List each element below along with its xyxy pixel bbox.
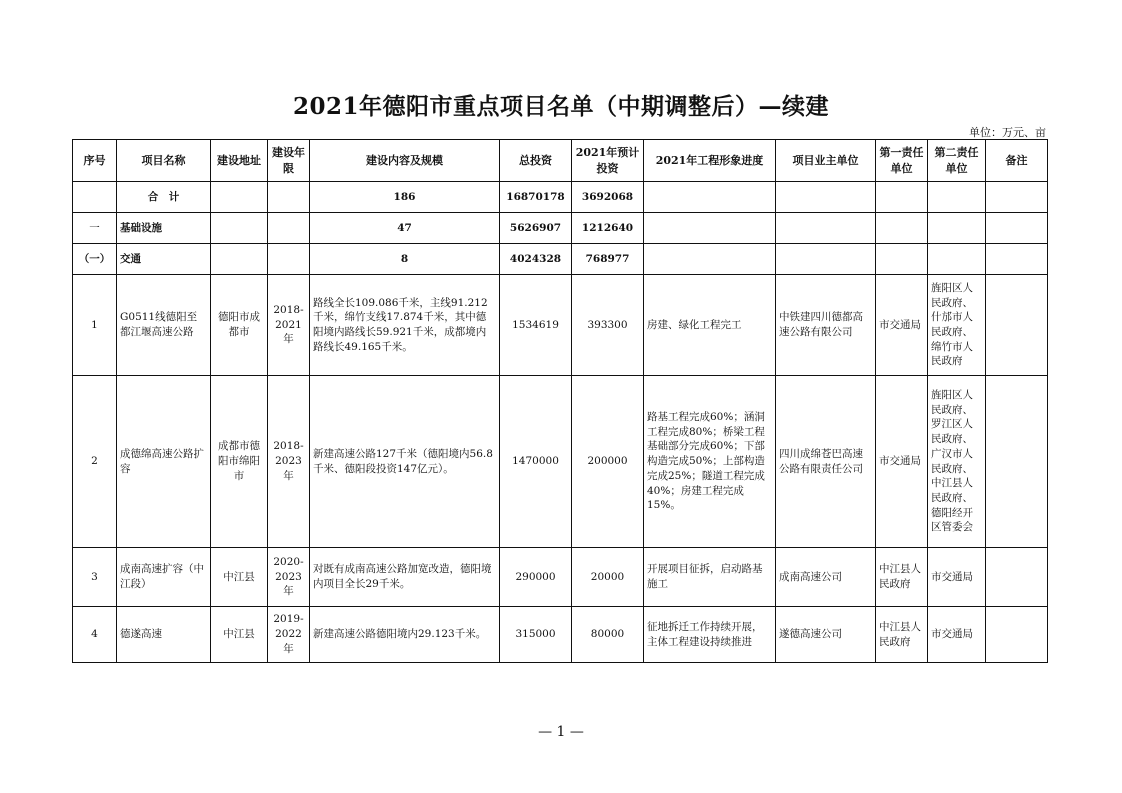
row-total: 315000 [500, 607, 572, 663]
row-location: 成都市德阳市绵阳市 [211, 376, 268, 548]
row-resp2: 市交通局 [928, 607, 986, 663]
table-row [73, 275, 1048, 376]
empty-cell [776, 213, 876, 244]
summary-seq [73, 182, 117, 213]
row-note [986, 607, 1048, 663]
row-content: 对既有成南高速公路加宽改造，德阳境内项目全长29千米。 [310, 548, 500, 607]
empty-cell [211, 182, 268, 213]
row-owner: 成南高速公司 [776, 548, 876, 607]
header-note: 备注 [986, 140, 1048, 182]
empty-cell [876, 213, 928, 244]
empty-cell [644, 244, 776, 275]
row-note [986, 275, 1048, 376]
empty-cell [928, 182, 986, 213]
header-content: 建设内容及规模 [310, 140, 500, 182]
row-resp2: 市交通局 [928, 548, 986, 607]
row-period: 2019-2022年 [268, 607, 310, 663]
header-resp2: 第二责任单位 [928, 140, 986, 182]
row-progress: 征地拆迁工作持续开展，主体工程建设持续推进 [644, 607, 776, 663]
summary-count: 186 [310, 182, 500, 213]
row-name: 成南高速扩容（中江段） [117, 548, 211, 607]
empty-cell [268, 213, 310, 244]
project-table [72, 139, 1048, 663]
row-seq: 3 [73, 548, 117, 607]
row-location: 中江县 [211, 607, 268, 663]
row-progress: 房建、绿化工程完工 [644, 275, 776, 376]
row-plan2021: 200000 [572, 376, 644, 548]
empty-cell [928, 244, 986, 275]
row-progress: 开展项目征拆，启动路基施工 [644, 548, 776, 607]
empty-cell [928, 213, 986, 244]
summary-name: 合 计 [117, 182, 211, 213]
header-progress: 2021年工程形象进度 [644, 140, 776, 182]
row-owner: 中铁建四川德都高速公路有限公司 [776, 275, 876, 376]
summary-total: 5626907 [500, 213, 572, 244]
table-row [73, 376, 1048, 548]
header-total: 总投资 [500, 140, 572, 182]
summary-row-total [73, 182, 1048, 213]
summary-total: 16870178 [500, 182, 572, 213]
header-owner: 项目业主单位 [776, 140, 876, 182]
summary-plan2021: 768977 [572, 244, 644, 275]
row-seq: 1 [73, 275, 117, 376]
row-name: 德遂高速 [117, 607, 211, 663]
row-location: 德阳市成都市 [211, 275, 268, 376]
row-plan2021: 80000 [572, 607, 644, 663]
row-seq: 4 [73, 607, 117, 663]
empty-cell [876, 244, 928, 275]
page-number: — 1 — [538, 724, 584, 740]
table-row [73, 607, 1048, 663]
row-content: 新建高速公路德阳境内29.123千米。 [310, 607, 500, 663]
row-total: 1534619 [500, 275, 572, 376]
row-plan2021: 393300 [572, 275, 644, 376]
empty-cell [268, 244, 310, 275]
empty-cell [986, 213, 1048, 244]
row-owner: 四川成绵苍巴高速公路有限责任公司 [776, 376, 876, 548]
header-seq: 序号 [73, 140, 117, 182]
row-period: 2018-2021年 [268, 275, 310, 376]
summary-plan2021: 3692068 [572, 182, 644, 213]
header-period: 建设年限 [268, 140, 310, 182]
empty-cell [268, 182, 310, 213]
row-note [986, 376, 1048, 548]
row-resp1: 市交通局 [876, 376, 928, 548]
row-period: 2018-2023年 [268, 376, 310, 548]
table-row [73, 548, 1048, 607]
row-resp1: 中江县人民政府 [876, 607, 928, 663]
row-total: 1470000 [500, 376, 572, 548]
empty-cell [211, 213, 268, 244]
summary-seq: （一） [73, 244, 117, 275]
row-plan2021: 20000 [572, 548, 644, 607]
summary-count: 8 [310, 244, 500, 275]
summary-name: 基础设施 [117, 213, 211, 244]
summary-row-transport [73, 244, 1048, 275]
empty-cell [211, 244, 268, 275]
row-period: 2020-2023年 [268, 548, 310, 607]
empty-cell [776, 244, 876, 275]
summary-count: 47 [310, 213, 500, 244]
row-seq: 2 [73, 376, 117, 548]
row-name: G0511线德阳至都江堰高速公路 [117, 275, 211, 376]
row-location: 中江县 [211, 548, 268, 607]
header-location: 建设地址 [211, 140, 268, 182]
row-content: 新建高速公路127千米（德阳境内56.8千米、德阳段投资147亿元）。 [310, 376, 500, 548]
summary-row-infrastructure [73, 213, 1048, 244]
empty-cell [876, 182, 928, 213]
empty-cell [644, 182, 776, 213]
summary-total: 4024328 [500, 244, 572, 275]
header-plan2021: 2021年预计投资 [572, 140, 644, 182]
empty-cell [644, 213, 776, 244]
empty-cell [776, 182, 876, 213]
row-total: 290000 [500, 548, 572, 607]
summary-seq: 一 [73, 213, 117, 244]
unit-label: 单位：万元、亩 [969, 126, 1046, 139]
row-resp2: 旌阳区人民政府、罗江区人民政府、广汉市人民政府、中江县人民政府、德阳经开区管委会 [928, 376, 986, 548]
row-progress: 路基工程完成60%；涵洞工程完成80%；桥梁工程基础部分完成60%；下部构造完成50%；上部构造完成25%；隧道工程完成40%；房建工程完成15%。 [644, 376, 776, 548]
header-row [73, 140, 1048, 182]
empty-cell [986, 182, 1048, 213]
summary-plan2021: 1212640 [572, 213, 644, 244]
row-note [986, 548, 1048, 607]
header-resp1: 第一责任单位 [876, 140, 928, 182]
row-owner: 遂德高速公司 [776, 607, 876, 663]
row-content: 路线全长109.086千米，主线91.212千米，绵竹支线17.874千米，其中德阳境内路线长59.921千米，成都境内路线长49.165千米。 [310, 275, 500, 376]
row-resp2: 旌阳区人民政府、什邡市人民政府、绵竹市人民政府 [928, 275, 986, 376]
empty-cell [986, 244, 1048, 275]
summary-name: 交通 [117, 244, 211, 275]
row-resp1: 中江县人民政府 [876, 548, 928, 607]
header-name: 项目名称 [117, 140, 211, 182]
document-title: 2021年德阳市重点项目名单（中期调整后）—续建 [292, 93, 829, 120]
row-name: 成德绵高速公路扩容 [117, 376, 211, 548]
row-resp1: 市交通局 [876, 275, 928, 376]
